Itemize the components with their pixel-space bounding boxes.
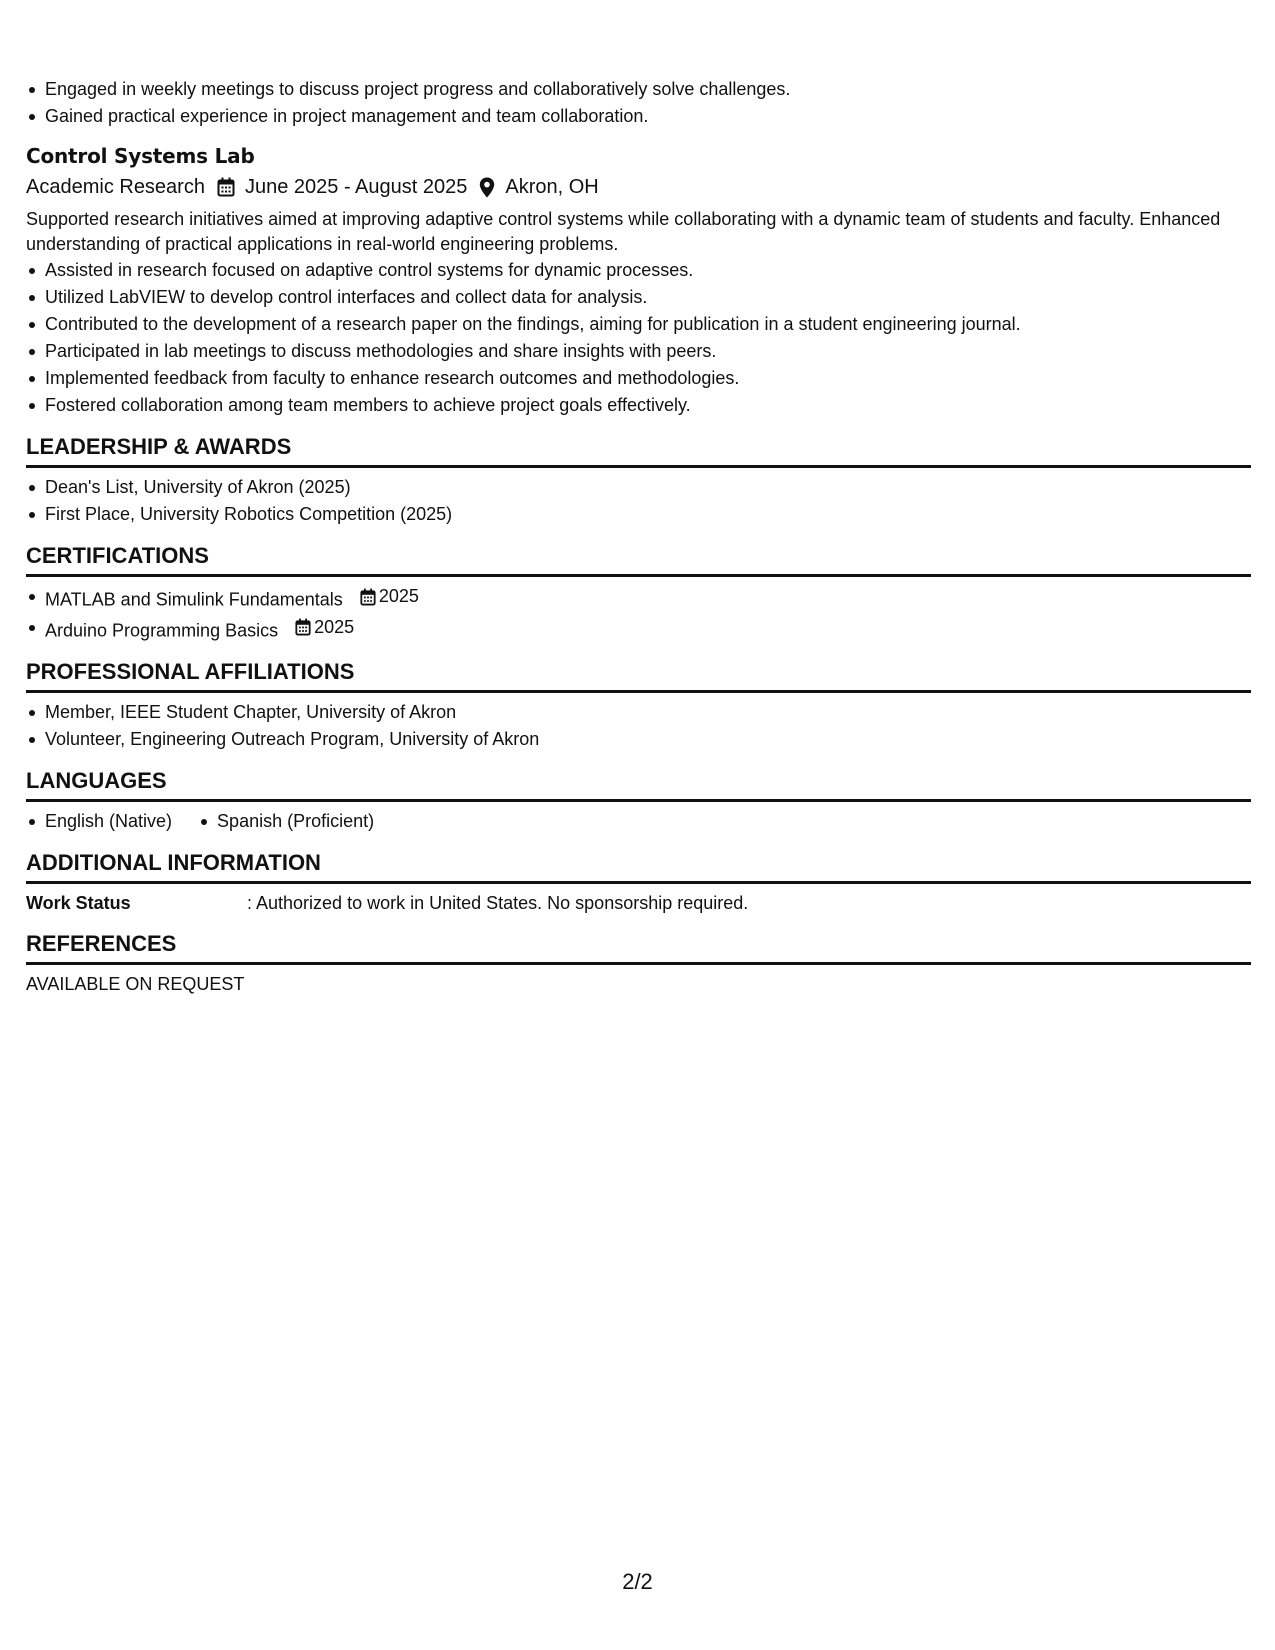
references-text: AVAILABLE ON REQUEST — [26, 974, 245, 994]
certification-date — [295, 614, 354, 641]
list-item: Dean's List, University of Akron (2025) — [26, 474, 1251, 501]
section-title: LEADERSHIP & AWARDS — [26, 433, 1251, 468]
section-title: REFERENCES — [26, 930, 1251, 965]
list-item: First Place, University Robotics Competition (2025) — [26, 501, 1251, 528]
section-additional-information — [26, 849, 1251, 916]
experience-location: Akron, OH — [505, 176, 599, 198]
list-item: English (Native) — [26, 808, 172, 835]
experience-role: Academic Research — [26, 176, 205, 198]
leadership-list — [26, 474, 1251, 528]
list-item: Spanish (Proficient) — [198, 808, 374, 835]
calendar-icon — [360, 588, 379, 606]
experience-meta — [26, 172, 1251, 202]
section-title: ADDITIONAL INFORMATION — [26, 849, 1251, 884]
list-item: Engaged in weekly meetings to discuss project progress and collaboratively solve challenges. — [26, 76, 1251, 103]
list-item: Volunteer, Engineering Outreach Program, University of Akron — [26, 726, 1251, 753]
previous-experience-bullets — [26, 76, 1251, 130]
certification-name: Arduino Programming Basics — [45, 620, 279, 640]
certification-year: 2025 — [378, 586, 419, 606]
list-item: Fostered collaboration among team members to achieve project goals effectively. — [26, 392, 1251, 419]
section-leadership — [26, 433, 1251, 528]
section-references — [26, 930, 1251, 997]
section-title: LANGUAGES — [26, 767, 1251, 802]
section-title: PROFESSIONAL AFFILIATIONS — [26, 658, 1251, 693]
section-languages — [26, 767, 1251, 835]
experience-entry — [26, 142, 1251, 419]
experience-title: Control Systems Lab — [26, 144, 255, 168]
list-item: Implemented feedback from faculty to enhance research outcomes and methodologies. — [26, 365, 1251, 392]
section-affiliations — [26, 658, 1251, 753]
work-status-label: Work Status — [26, 893, 131, 913]
list-item: Contributed to the development of a research paper on the findings, aiming for publication in a student engineering journal. — [26, 311, 1251, 338]
certification-name: MATLAB and Simulink Fundamentals — [45, 589, 343, 610]
list-item: Utilized LabVIEW to develop control interfaces and collect data for analysis. — [26, 284, 1251, 311]
affiliations-list — [26, 699, 1251, 753]
calendar-icon — [217, 177, 235, 197]
certification-year: 2025 — [314, 616, 355, 637]
list-item: Gained practical experience in project management and team collaboration. — [26, 103, 1251, 130]
list-item: Participated in lab meetings to discuss methodologies and share insights with peers. — [26, 338, 1251, 365]
experience-description: Supported research initiatives aimed at improving adaptive control systems while collaborating with a dynamic team of students and faculty. Enhanced understanding of practical applications in real-world engineering problems. — [26, 209, 1221, 254]
certification-date — [360, 583, 419, 610]
work-status-value: : Authorized to work in United States. No sponsorship required. — [247, 893, 749, 913]
calendar-icon — [295, 618, 314, 636]
experience-dates: June 2025 - August 2025 — [244, 176, 468, 198]
list-item — [26, 614, 1251, 645]
section-title: CERTIFICATIONS — [26, 542, 1251, 577]
certifications-list — [26, 583, 1251, 644]
list-item: Assisted in research focused on adaptive control systems for dynamic processes. — [26, 257, 1251, 284]
page-number: 2/2 — [622, 1569, 653, 1594]
work-status-row — [26, 890, 1251, 916]
experience-bullets — [26, 257, 1251, 419]
resume-content — [26, 76, 1251, 997]
section-certifications — [26, 542, 1251, 644]
map-pin-icon — [479, 177, 495, 198]
list-item — [26, 583, 1251, 614]
languages-list — [26, 808, 1251, 835]
list-item: Member, IEEE Student Chapter, University of Akron — [26, 699, 1251, 726]
